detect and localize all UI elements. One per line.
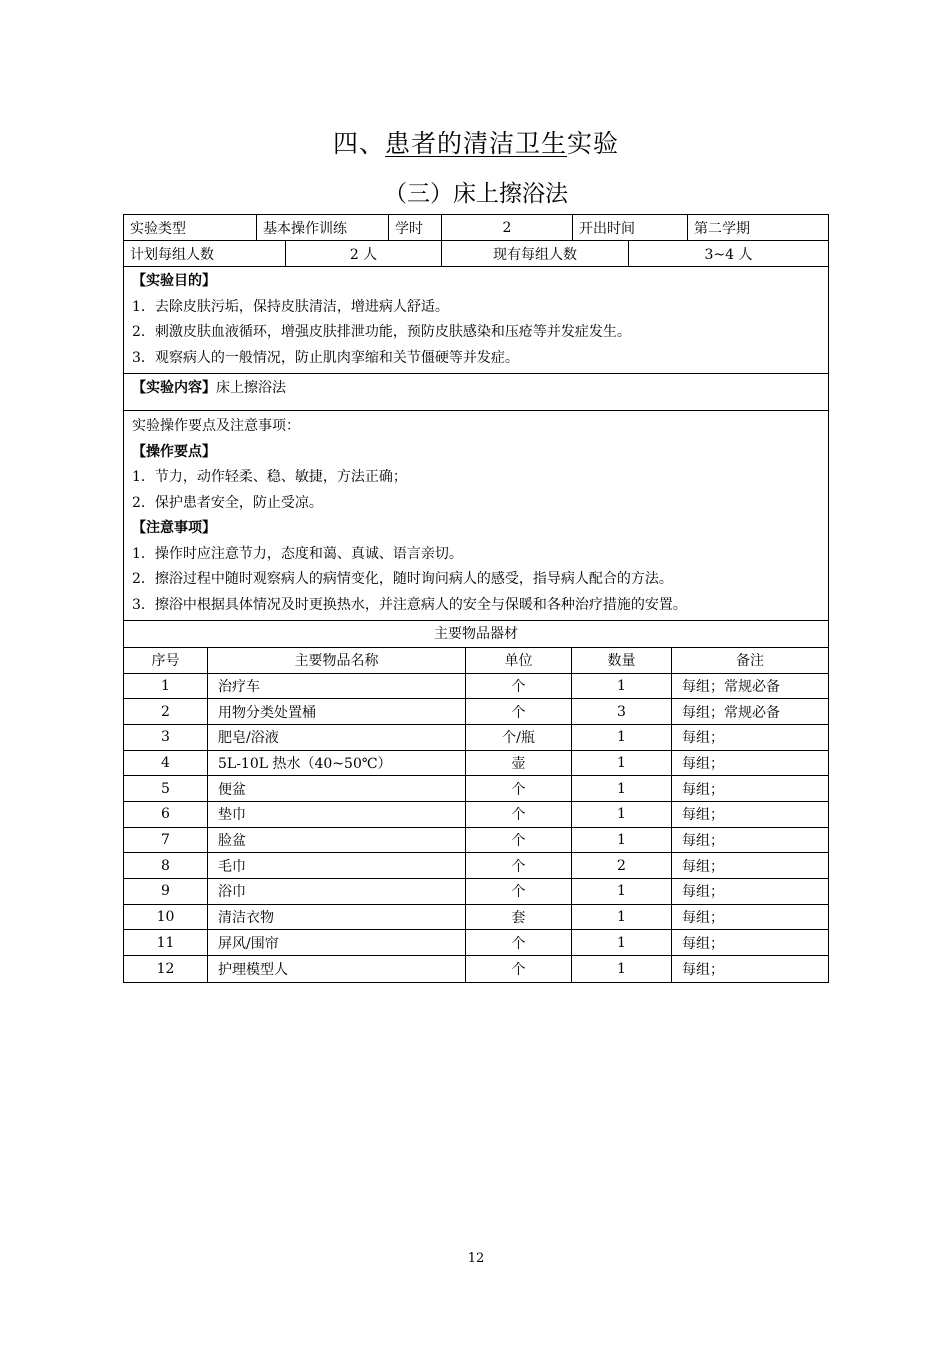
ops-item: 2．保护患者安全，防止受凉。	[132, 494, 323, 511]
row-note: 每组；常规必备	[682, 704, 780, 721]
info-row-1	[124, 215, 828, 241]
row-note: 每组；	[682, 755, 724, 772]
row-qty: 1	[572, 879, 672, 904]
row-index: 3	[124, 725, 208, 750]
notes-item: 3．擦浴中根据具体情况及时更换热水，并注意病人的安全与保暖和各种治疗措施的安置。	[132, 596, 687, 613]
col-header-note: 备注	[736, 653, 764, 670]
row-unit: 个	[466, 956, 572, 982]
row-index: 10	[124, 905, 208, 930]
row-index: 7	[124, 828, 208, 853]
table-row	[124, 776, 828, 802]
ops-header: 【操作要点】	[132, 443, 216, 460]
table-row	[124, 725, 828, 751]
row-name: 护理模型人	[208, 956, 466, 982]
row-note: 每组；	[682, 961, 724, 978]
plan-label: 计划每组人数	[124, 241, 286, 266]
purpose-item: 3．观察病人的一般情况，防止肌肉挛缩和关节僵硬等并发症。	[132, 349, 519, 366]
hours-label: 学时	[389, 215, 442, 240]
row-index: 4	[124, 751, 208, 776]
row-note: 每组；	[682, 884, 724, 901]
row-name: 5L-10L 热水（40~50℃）	[208, 751, 466, 776]
notes-item: 1．操作时应注意节力，态度和蔼、真诚、语言亲切。	[132, 545, 463, 562]
hours-value: 2	[442, 215, 573, 240]
table-row	[124, 879, 828, 905]
purpose-item: 2．刺激皮肤血液循环，增强皮肤排泄功能，预防皮肤感染和压疮等并发症发生。	[132, 324, 631, 340]
row-note: 每组；	[682, 910, 724, 927]
table-row	[124, 905, 828, 931]
title-underlined: 患者的清洁卫生	[384, 129, 567, 158]
row-name: 用物分类处置桶	[208, 699, 466, 724]
row-index: 12	[124, 956, 208, 982]
col-header-index: 序号	[124, 648, 208, 673]
points-intro: 实验操作要点及注意事项：	[132, 418, 300, 434]
row-note: 每组；	[682, 730, 724, 747]
row-name: 清洁衣物	[208, 905, 466, 930]
row-note: 每组；	[682, 781, 724, 798]
row-qty: 1	[572, 776, 672, 801]
current-value: 3~4 人	[704, 246, 753, 263]
purpose-item: 1．去除皮肤污垢，保持皮肤清洁，增进病人舒适。	[132, 298, 449, 315]
row-qty: 1	[572, 930, 672, 955]
table-row	[124, 802, 828, 828]
row-unit: 个	[466, 853, 572, 878]
table-row	[124, 956, 828, 982]
row-qty: 1	[572, 828, 672, 853]
table-row	[124, 751, 828, 777]
points-section	[124, 411, 828, 621]
row-unit: 个	[466, 802, 572, 827]
row-name: 脸盆	[208, 828, 466, 853]
row-note: 每组；	[682, 935, 724, 952]
materials-header: 主要物品器材	[124, 621, 828, 648]
notes-header: 【注意事项】	[132, 520, 216, 536]
row-index: 1	[124, 674, 208, 699]
row-index: 2	[124, 699, 208, 724]
row-name: 治疗车	[208, 674, 466, 699]
table-row	[124, 853, 828, 879]
row-note: 每组；	[682, 807, 724, 824]
purpose-header: 【实验目的】	[132, 273, 216, 289]
col-header-unit: 单位	[466, 648, 572, 673]
type-value: 基本操作训练	[257, 215, 389, 240]
ops-item: 1．节力，动作轻柔、稳、敏捷，方法正确；	[132, 469, 407, 485]
page-subtitle: （三）床上擦浴法	[384, 181, 568, 207]
content-section	[124, 374, 828, 411]
row-unit: 个	[466, 776, 572, 801]
row-note: 每组；常规必备	[682, 678, 780, 695]
row-qty: 1	[572, 905, 672, 930]
time-label: 开出时间	[573, 215, 688, 240]
col-header-qty: 数量	[572, 648, 672, 673]
row-unit: 套	[466, 905, 572, 930]
page-title	[0, 124, 952, 160]
info-row-2	[124, 241, 828, 267]
content-value: 床上擦浴法	[216, 380, 286, 396]
row-index: 8	[124, 853, 208, 878]
col-header-name: 主要物品名称	[208, 648, 466, 673]
row-qty: 1	[572, 674, 672, 699]
table-row	[124, 930, 828, 956]
table-row	[124, 828, 828, 854]
row-qty: 1	[572, 956, 672, 982]
current-label: 现有每组人数	[442, 241, 629, 266]
page-number: 12	[467, 1251, 485, 1266]
row-name: 浴巾	[208, 879, 466, 904]
table-row	[124, 674, 828, 700]
table-row	[124, 699, 828, 725]
row-unit: 个	[466, 879, 572, 904]
row-index: 5	[124, 776, 208, 801]
row-name: 屏风/围帘	[208, 930, 466, 955]
row-unit: 壶	[466, 751, 572, 776]
row-index: 6	[124, 802, 208, 827]
row-unit: 个	[466, 699, 572, 724]
row-name: 便盆	[208, 776, 466, 801]
row-note: 每组；	[682, 858, 724, 875]
row-name: 毛巾	[208, 853, 466, 878]
row-index: 11	[124, 930, 208, 955]
row-note: 每组；	[682, 832, 724, 849]
row-qty: 3	[572, 699, 672, 724]
row-unit: 个	[466, 674, 572, 699]
row-name: 垫巾	[208, 802, 466, 827]
time-value: 第二学期	[694, 220, 750, 237]
row-name: 肥皂/浴液	[208, 725, 466, 750]
row-qty: 1	[572, 725, 672, 750]
experiment-table	[123, 214, 829, 983]
row-qty: 2	[572, 853, 672, 878]
notes-item: 2．擦浴过程中随时观察病人的病情变化，随时询问病人的感受，指导病人配合的方法。	[132, 571, 673, 587]
materials-table	[124, 648, 828, 982]
row-qty: 1	[572, 751, 672, 776]
plan-value: 2 人	[286, 241, 442, 266]
materials-column-headers	[124, 648, 828, 674]
row-index: 9	[124, 879, 208, 904]
row-unit: 个	[466, 930, 572, 955]
row-unit: 个	[466, 828, 572, 853]
content-label: 【实验内容】	[132, 380, 216, 396]
title-suffix: 实验	[567, 129, 620, 158]
title-prefix: 四、	[332, 129, 385, 158]
type-label: 实验类型	[124, 215, 257, 240]
row-qty: 1	[572, 802, 672, 827]
row-unit: 个/瓶	[466, 725, 572, 750]
purpose-section	[124, 267, 828, 374]
